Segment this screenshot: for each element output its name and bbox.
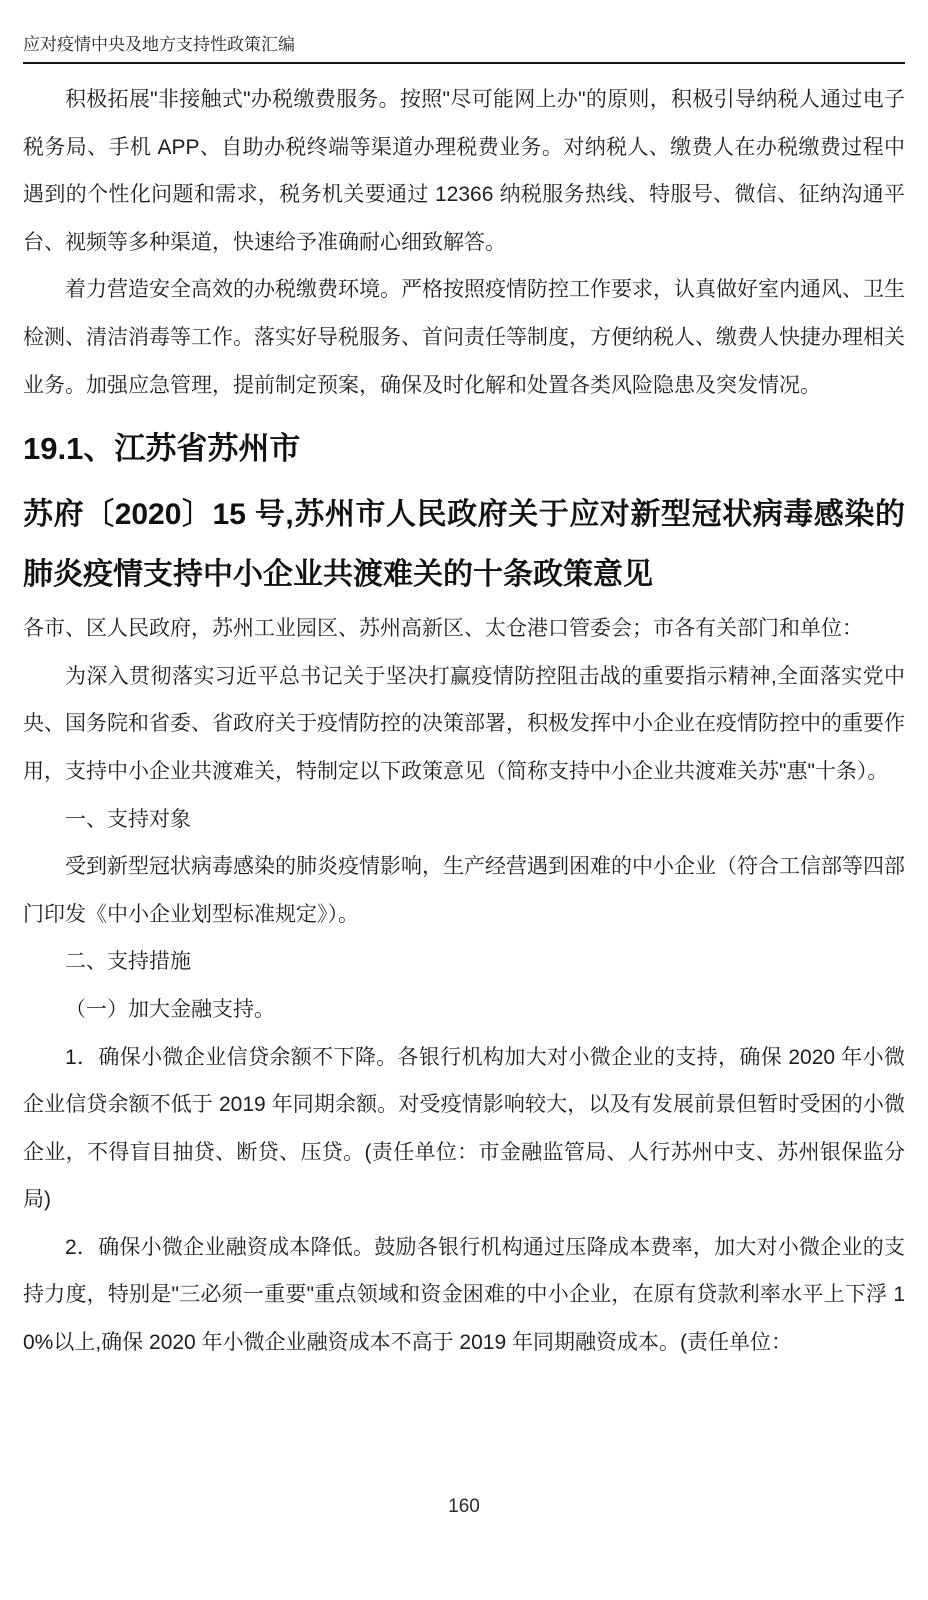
page-footer xyxy=(0,1496,928,1518)
paragraph-support-target: 受到新型冠状病毒感染的肺炎疫情影响，生产经营遇到困难的中小企业（符合工信部等四部门印发《中小企业划型标准规定》）。 xyxy=(23,855,905,926)
paragraph-tax-service: 积极拓展"非接触式"办税缴费服务。按照"尽可能网上办"的原则，积极引导纳税人通过电子税务局、手机 APP、自助办税终端等渠道办理税费业务。对纳税人、缴费人在办税缴费过程中遇到的个性化问题和需求，税务机关要通过 12366 纳税服务热线、特服号、微信、征纳沟通平台、视频等多种渠道，快速给予准确耐心细致解答。 xyxy=(23,88,905,254)
heading-section-number: 19.1、江苏省苏州市 xyxy=(23,431,301,467)
heading-financial-support: （一）加大金融支持。 xyxy=(65,997,275,1021)
document-body xyxy=(23,76,905,1367)
heading-support-target: 一、支持对象 xyxy=(65,807,191,831)
page-header xyxy=(23,0,905,64)
page-number: 160 xyxy=(448,1496,480,1517)
paragraph-measure-1: 1．确保小微企业信贷余额不下降。各银行机构加大对小微企业的支持，确保 2020 年小微企业信贷余额不低于 2019 年同期余额。对受疫情影响较大，以及有发展前景但暂时受困的小微企业，不得盲目抽贷、断贷、压贷。(责任单位：市金融监管局、人行苏州中支、苏州银保监分局) xyxy=(23,1045,905,1212)
heading-document-title: 苏府〔2020〕15 号,苏州市人民政府关于应对新型冠状病毒感染的肺炎疫情支持中小企业共渡难关的十条政策意见 xyxy=(23,498,905,592)
running-header-title: 应对疫情中央及地方支持性政策汇编 xyxy=(23,35,295,54)
paragraph-addressees: 各市、区人民政府，苏州工业园区、苏州高新区、太仓港口管委会；市各有关部门和单位： xyxy=(23,617,863,641)
paragraph-measure-2: 2．确保小微企业融资成本降低。鼓励各银行机构通过压降成本费率，加大对小微企业的支持力度，特别是"三必须一重要"重点领域和资金困难的中小企业，在原有贷款利率水平上下浮 10%以上,确保 2020 年小微企业融资成本不高于 2019 年同期融资成本。(责任单位： xyxy=(23,1235,905,1355)
paragraph-preamble: 为深入贯彻落实习近平总书记关于坚决打赢疫情防控阻击战的重要指示精神,全面落实党中央、国务院和省委、省政府关于疫情防控的决策部署，积极发挥中小企业在疫情防控中的重要作用，支持中小企业共渡难关，特制定以下政策意见（简称支持中小企业共渡难关苏"惠"十条）。 xyxy=(23,664,905,783)
paragraph-tax-environment: 着力营造安全高效的办税缴费环境。严格按照疫情防控工作要求，认真做好室内通风、卫生检测、清洁消毒等工作。落实好导税服务、首问责任等制度，方便纳税人、缴费人快捷办理相关业务。加强应急管理，提前制定预案，确保及时化解和处置各类风险隐患及突发情况。 xyxy=(23,278,905,397)
heading-support-measures: 二、支持措施 xyxy=(65,950,191,974)
